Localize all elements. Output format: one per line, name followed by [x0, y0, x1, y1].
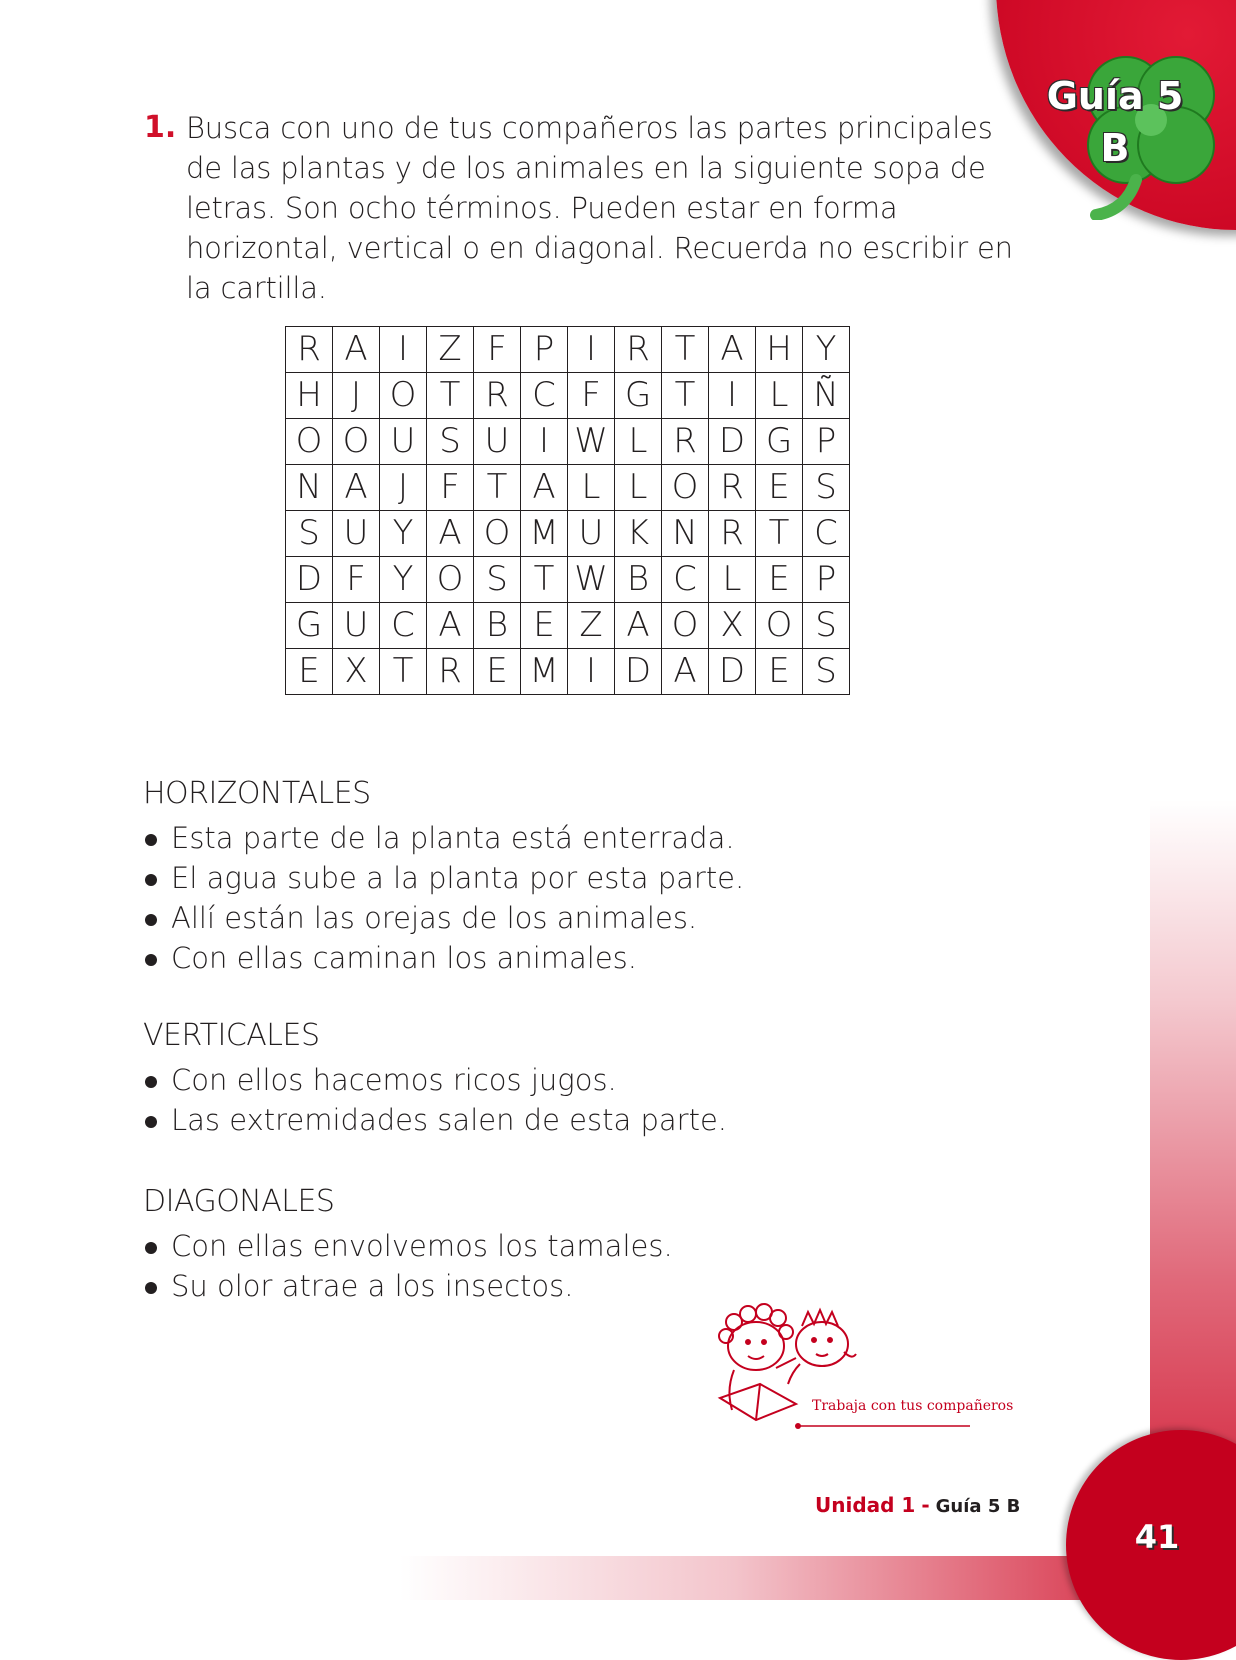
- instruction-text: Busca con uno de tus compañeros las partes principales de las plantas y de los animales en la siguiente sopa de letras. Son ocho términos. Pueden estar en forma horizontal, vertical o en diagonal. Recuerda no escribir en la cartilla.: [186, 111, 1013, 305]
- footer-dash: -: [921, 1493, 930, 1517]
- grid-cell: G: [756, 419, 803, 465]
- grid-cell: K: [615, 511, 662, 557]
- guide-badge-line1: Guía 5: [1046, 74, 1184, 118]
- grid-cell: M: [521, 511, 568, 557]
- grid-cell: A: [615, 603, 662, 649]
- grid-cell: I: [380, 327, 427, 373]
- grid-cell: U: [380, 419, 427, 465]
- grid-cell: T: [427, 373, 474, 419]
- grid-cell: N: [662, 511, 709, 557]
- clue-item: Con ellas envolvemos los tamales.: [143, 1226, 943, 1266]
- grid-row: [286, 557, 850, 603]
- grid-cell: E: [756, 465, 803, 511]
- grid-cell: O: [380, 373, 427, 419]
- clue-item: Allí están las orejas de los animales.: [143, 898, 943, 938]
- clues-horizontal: [143, 774, 943, 978]
- grid-row: [286, 649, 850, 695]
- grid-cell: T: [662, 373, 709, 419]
- grid-cell: W: [568, 557, 615, 603]
- grid-cell: A: [427, 603, 474, 649]
- grid-cell: H: [756, 327, 803, 373]
- clue-item: El agua sube a la planta por esta parte.: [143, 858, 943, 898]
- grid-cell: C: [380, 603, 427, 649]
- grid-cell: Z: [568, 603, 615, 649]
- grid-cell: A: [427, 511, 474, 557]
- footer-unit-label: Unidad 1: [815, 1493, 916, 1517]
- grid-cell: A: [333, 465, 380, 511]
- grid-cell: I: [568, 649, 615, 695]
- grid-cell: S: [286, 511, 333, 557]
- instruction: [144, 108, 1024, 308]
- grid-cell: O: [474, 511, 521, 557]
- page-number: 41: [1134, 1518, 1180, 1556]
- clue-item: Con ellos hacemos ricos jugos.: [143, 1060, 943, 1100]
- grid-cell: L: [615, 465, 662, 511]
- grid-cell: B: [615, 557, 662, 603]
- section-heading: HORIZONTALES: [143, 776, 371, 811]
- grid-cell: E: [756, 649, 803, 695]
- clue-item: Esta parte de la planta está enterrada.: [143, 818, 943, 858]
- grid-cell: R: [615, 327, 662, 373]
- grid-cell: F: [568, 373, 615, 419]
- grid-cell: T: [380, 649, 427, 695]
- grid-cell: A: [709, 327, 756, 373]
- grid-cell: N: [286, 465, 333, 511]
- grid-row: [286, 327, 850, 373]
- grid-cell: S: [803, 465, 850, 511]
- footer-unit: [815, 1493, 1020, 1517]
- grid-cell: D: [286, 557, 333, 603]
- grid-cell: D: [709, 419, 756, 465]
- grid-cell: Y: [380, 557, 427, 603]
- grid-cell: J: [333, 373, 380, 419]
- grid-cell: P: [803, 419, 850, 465]
- grid-cell: E: [286, 649, 333, 695]
- grid-cell: C: [803, 511, 850, 557]
- grid-cell: T: [662, 327, 709, 373]
- grid-cell: U: [333, 603, 380, 649]
- grid-cell: E: [474, 649, 521, 695]
- grid-cell: F: [474, 327, 521, 373]
- section-heading: VERTICALES: [143, 1018, 320, 1053]
- grid-cell: S: [803, 649, 850, 695]
- grid-cell: P: [521, 327, 568, 373]
- grid-cell: X: [333, 649, 380, 695]
- grid-cell: I: [521, 419, 568, 465]
- grid-cell: Y: [803, 327, 850, 373]
- grid-cell: L: [568, 465, 615, 511]
- grid-cell: F: [333, 557, 380, 603]
- grid-cell: S: [803, 603, 850, 649]
- children-reading-icon: [712, 1300, 1002, 1440]
- grid-row: [286, 511, 850, 557]
- grid-cell: T: [521, 557, 568, 603]
- grid-cell: U: [568, 511, 615, 557]
- grid-cell: G: [615, 373, 662, 419]
- illustration-caption: Trabaja con tus compañeros: [812, 1398, 1014, 1414]
- grid-cell: H: [286, 373, 333, 419]
- grid-cell: Y: [380, 511, 427, 557]
- grid-cell: O: [756, 603, 803, 649]
- grid-cell: B: [474, 603, 521, 649]
- grid-cell: L: [756, 373, 803, 419]
- grid-cell: T: [756, 511, 803, 557]
- clues-diagonal: [143, 1182, 943, 1306]
- clues-vertical: [143, 1016, 943, 1140]
- grid-cell: T: [474, 465, 521, 511]
- grid-cell: C: [662, 557, 709, 603]
- grid-cell: U: [474, 419, 521, 465]
- grid-cell: Z: [427, 327, 474, 373]
- guide-badge-label: [1040, 70, 1190, 174]
- grid-cell: R: [286, 327, 333, 373]
- grid-cell: D: [709, 649, 756, 695]
- grid-cell: G: [286, 603, 333, 649]
- grid-cell: P: [803, 557, 850, 603]
- grid-cell: R: [662, 419, 709, 465]
- grid-cell: F: [427, 465, 474, 511]
- section-heading: DIAGONALES: [143, 1184, 335, 1219]
- grid-cell: X: [709, 603, 756, 649]
- footer-guide-label: Guía 5 B: [935, 1496, 1021, 1517]
- grid-cell: A: [333, 327, 380, 373]
- grid-cell: O: [662, 603, 709, 649]
- instruction-number: 1.: [144, 110, 177, 145]
- grid-cell: D: [615, 649, 662, 695]
- grid-cell: M: [521, 649, 568, 695]
- clue-item: Su olor atrae a los insectos.: [143, 1266, 943, 1306]
- grid-cell: U: [333, 511, 380, 557]
- grid-cell: E: [521, 603, 568, 649]
- grid-row: [286, 373, 850, 419]
- grid-cell: Ñ: [803, 373, 850, 419]
- grid-cell: S: [474, 557, 521, 603]
- grid-cell: R: [474, 373, 521, 419]
- clue-item: Las extremidades salen de esta parte.: [143, 1100, 943, 1140]
- grid-cell: R: [427, 649, 474, 695]
- grid-cell: O: [286, 419, 333, 465]
- grid-row: [286, 419, 850, 465]
- grid-cell: I: [709, 373, 756, 419]
- grid-row: [286, 465, 850, 511]
- grid-row: [286, 603, 850, 649]
- guide-badge-line2: B: [1100, 126, 1130, 170]
- grid-cell: L: [615, 419, 662, 465]
- grid-cell: A: [521, 465, 568, 511]
- grid-cell: I: [568, 327, 615, 373]
- clue-item: Con ellas caminan los animales.: [143, 938, 943, 978]
- grid-cell: W: [568, 419, 615, 465]
- grid-cell: L: [709, 557, 756, 603]
- grid-cell: R: [709, 511, 756, 557]
- grid-cell: E: [756, 557, 803, 603]
- grid-cell: A: [662, 649, 709, 695]
- grid-cell: J: [380, 465, 427, 511]
- grid-cell: R: [709, 465, 756, 511]
- grid-cell: S: [427, 419, 474, 465]
- grid-cell: O: [427, 557, 474, 603]
- word-search-grid: [285, 326, 850, 695]
- grid-cell: O: [333, 419, 380, 465]
- grid-cell: O: [662, 465, 709, 511]
- grid-cell: C: [521, 373, 568, 419]
